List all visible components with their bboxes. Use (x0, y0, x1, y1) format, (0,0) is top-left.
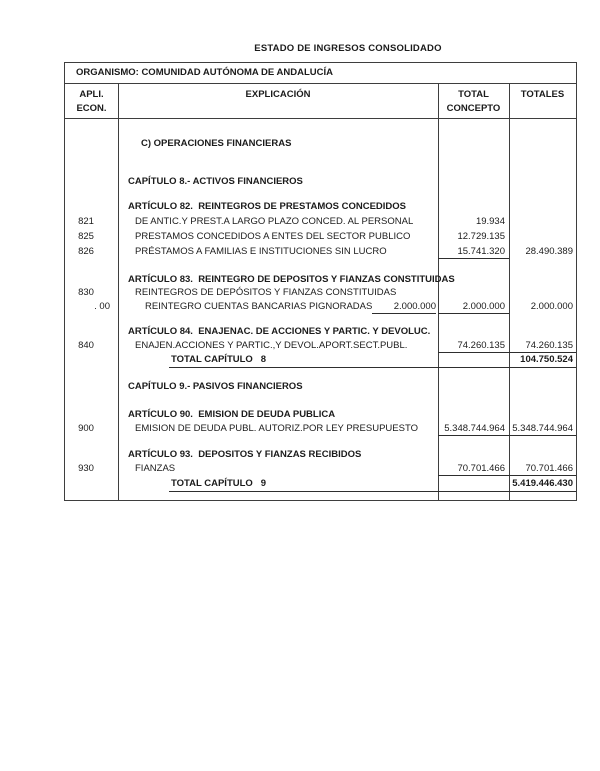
explanation: ENAJEN.ACCIONES Y PARTIC.,Y DEVOL.APORT.SECT.PUBL. (135, 340, 408, 351)
explanation: DE ANTIC.Y PREST.A LARGO PLAZO CONCED. AL PERSONAL (135, 216, 414, 227)
inline-amount: 2.000.000 (372, 300, 436, 314)
explanation: EMISION DE DEUDA PUBL. AUTORIZ.POR LEY PRESUPUESTO (135, 423, 418, 434)
total-rule (169, 367, 576, 368)
article-heading: ARTÍCULO 82. REINTEGROS DE PRESTAMOS CONCEDIDOS (128, 201, 406, 212)
article-heading: ARTÍCULO 84. ENAJENAC. DE ACCIONES Y PARTIC. Y DEVOLUC. (128, 326, 431, 337)
article-heading: ARTÍCULO 90. EMISION DE DEUDA PUBLICA (128, 409, 336, 420)
totales-value: 28.490.389 (525, 246, 573, 257)
chapter-total-label: TOTAL CAPÍTULO 9 (171, 478, 267, 489)
col-header-totales: TOTALES (520, 89, 565, 100)
table-row-chapter-total (65, 477, 576, 491)
total-concepto-value: 19.934 (475, 216, 505, 227)
chapter-total-label: TOTAL CAPÍTULO 8 (171, 354, 267, 365)
totales-value: 2.000.000 (530, 301, 573, 312)
total-concepto-value: 2.000.000 (438, 300, 509, 314)
article-heading: ARTÍCULO 93. DEPOSITOS Y FIANZAS RECIBIDOS (128, 449, 362, 460)
explanation: PRÉSTAMOS A FAMILIAS E INSTITUCIONES SIN LUCRO (135, 246, 387, 257)
table-row (65, 339, 576, 353)
table-row (65, 175, 576, 189)
col-header-apli-econ (65, 83, 118, 118)
table-row (65, 273, 576, 287)
col-header-explicacion: EXPLICACIÓN (245, 89, 311, 100)
explanation: PRESTAMOS CONCEDIDOS A ENTES DEL SECTOR PUBLICO (135, 231, 411, 242)
total-concepto-value: 70.701.466 (438, 462, 509, 476)
table-row (65, 448, 576, 462)
organism-header-row (65, 63, 576, 84)
apli-econ-code: 930 (78, 463, 94, 474)
apli-econ-code: 840 (78, 340, 94, 351)
table-row (65, 245, 576, 259)
total-concepto-value: 74.260.135 (438, 339, 509, 353)
apli-econ-code: 900 (78, 423, 94, 434)
apli-econ-subcode: . 00 (94, 301, 110, 312)
table-row (65, 286, 576, 300)
totales-value: 74.260.135 (509, 339, 576, 353)
apli-econ-code: 826 (78, 246, 94, 257)
total-rule (169, 491, 576, 492)
explanation: REINTEGRO CUENTAS BANCARIAS PIGNORADAS 2.000.000 (145, 301, 436, 312)
column-header-row (65, 83, 576, 119)
chapter-heading: CAPÍTULO 9.- PASIVOS FINANCIEROS (128, 381, 303, 392)
total-concepto-value: 15.741.320 (438, 245, 509, 259)
income-statement-table (64, 62, 577, 501)
table-row (65, 325, 576, 339)
total-concepto-value: 5.348.744.964 (438, 422, 509, 436)
col-header-concepto-line2: CONCEPTO (446, 103, 501, 114)
table-row-chapter-total (65, 353, 576, 367)
chapter-heading: CAPÍTULO 8.- ACTIVOS FINANCIEROS (128, 176, 303, 187)
table-body (65, 118, 576, 500)
table-row (65, 408, 576, 422)
table-row (65, 200, 576, 214)
table-row (65, 137, 576, 151)
total-concepto-value: 12.729.135 (457, 231, 505, 242)
organism-label: ORGANISMO: COMUNIDAD AUTÓNOMA DE ANDALUCÍA (76, 67, 334, 78)
chapter-total-value: 104.750.524 (520, 354, 573, 365)
apli-econ-code: 821 (78, 216, 94, 227)
col-header-apli-line1: APLI. (79, 89, 104, 100)
section-heading: C) OPERACIONES FINANCIERAS (141, 138, 292, 149)
chapter-total-value: 5.419.446.430 (512, 478, 573, 489)
explanation: FIANZAS (135, 463, 176, 474)
apli-econ-code: 825 (78, 231, 94, 242)
table-row (65, 300, 576, 314)
totales-value: 70.701.466 (509, 462, 576, 476)
table-row (65, 215, 576, 229)
col-header-apli-line2: ECON. (76, 103, 107, 114)
page-title: ESTADO DE INGRESOS CONSOLIDADO (254, 43, 442, 54)
explanation: REINTEGROS DE DEPÓSITOS Y FIANZAS CONSTITUIDAS (135, 287, 397, 298)
col-header-concepto-line1: TOTAL (458, 89, 489, 100)
apli-econ-code: 830 (78, 287, 94, 298)
table-row (65, 462, 576, 476)
totales-value: 5.348.744.964 (509, 422, 576, 436)
article-heading: ARTÍCULO 83. REINTEGRO DE DEPOSITOS Y FIANZAS CONSTITUIDAS (128, 274, 455, 285)
table-row (65, 230, 576, 244)
table-row (65, 380, 576, 394)
table-row (65, 422, 576, 436)
col-header-total-concepto (438, 83, 509, 118)
